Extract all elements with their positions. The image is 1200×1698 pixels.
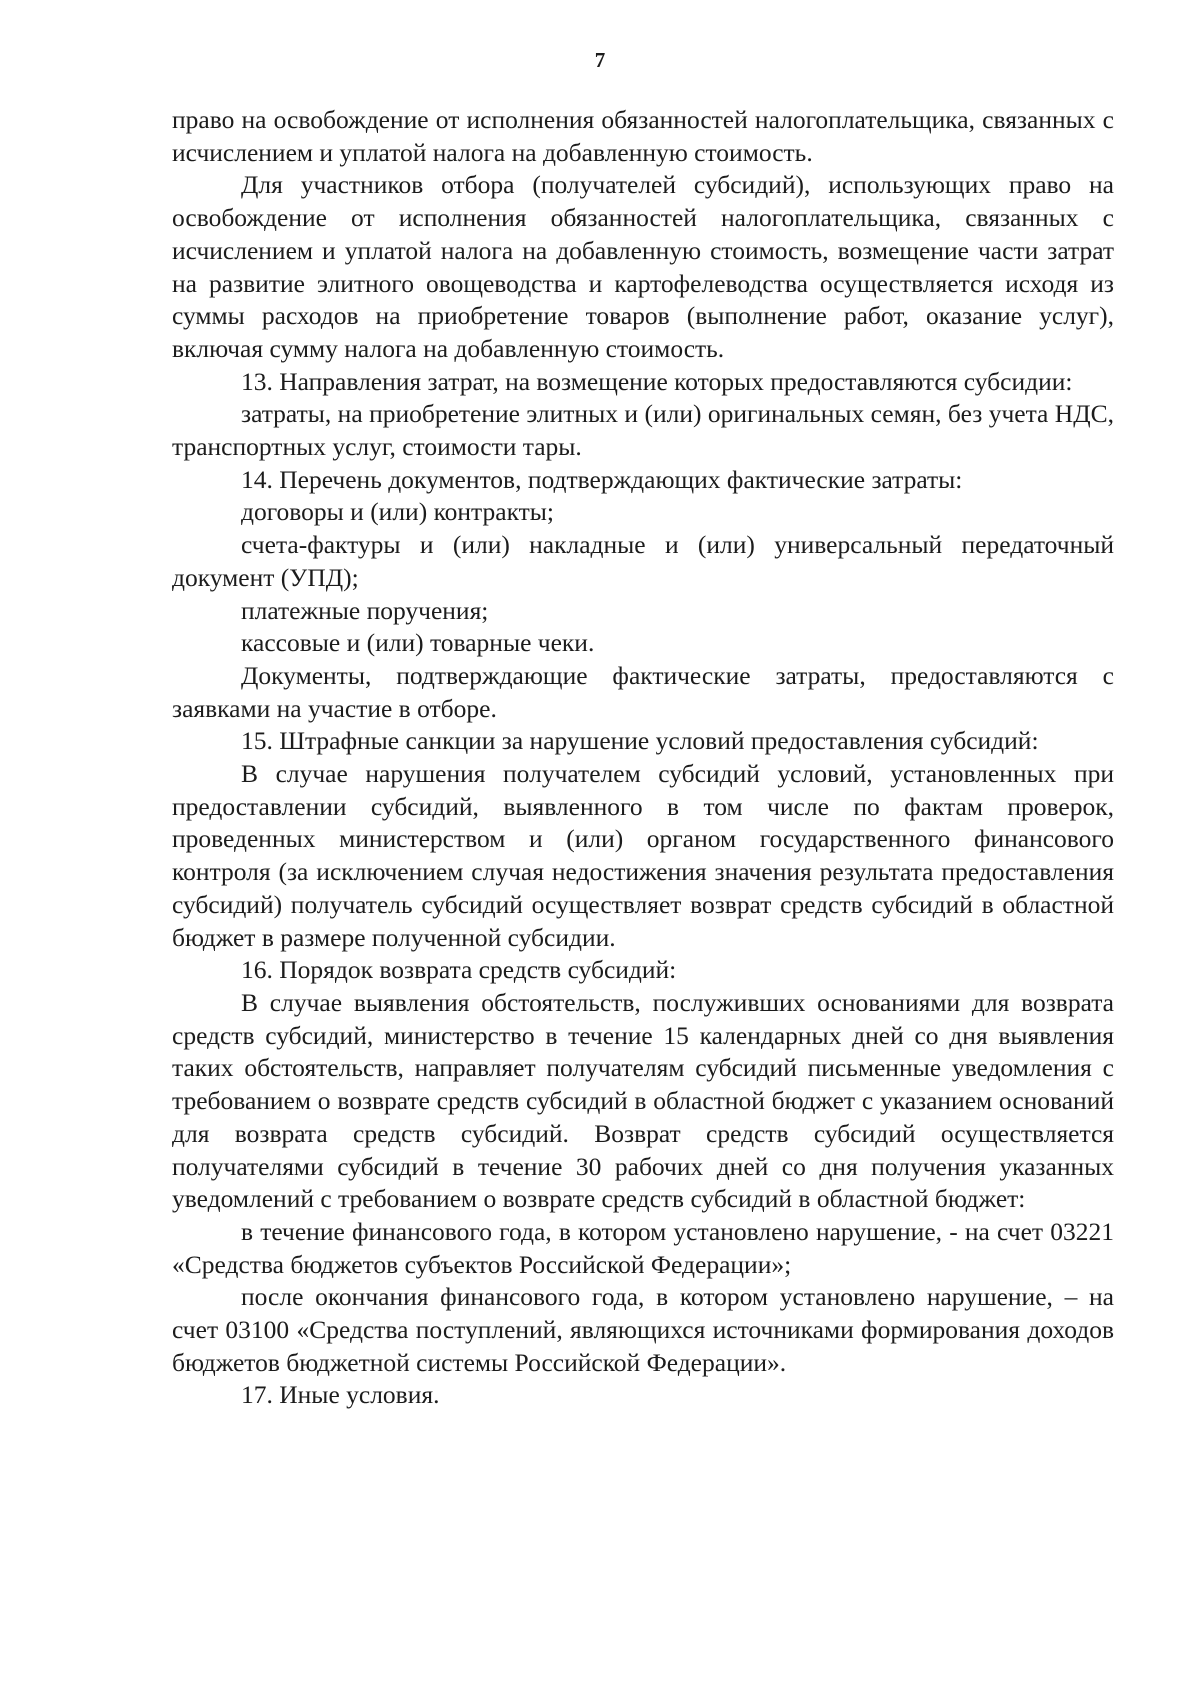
page-number: 7 <box>594 48 606 72</box>
paragraph-1: право на освобождение от исполнения обязанностей налогоплательщика, связанных с исчислением и уплатой налога на добавленную стоимость. <box>172 105 1114 167</box>
paragraph-10: Документы, подтверждающие фактические затраты, предоставляются с заявками на участие в отборе. <box>172 660 1114 723</box>
paragraph-2: Для участников отбора (получателей субсидий), использующих право на освобождение от исполнения обязанностей налогоплательщика, связанных с исчислением и уплатой налога на добавленную стоимость, возмещение части затрат на развитие элитного овощеводства и картофелеводства осуществляется исходя из суммы расходов на приобретение товаров (выполнение работ, оказание услуг), включая сумму налога на добавленную стоимость. <box>172 170 1114 363</box>
paragraph-8: платежные поручения; <box>241 595 489 625</box>
document-body <box>172 104 1114 1412</box>
paragraph-12: В случае нарушения получателем субсидий условий, установленных при предоставлении субсидий, выявленного в том числе по фактам проверок, проведенных министерством и (или) органом государственного финансового контроля (за исключением случая недостижения значения результата предоставления субсидий) получатель субсидий осуществляет возврат средств субсидий в областной бюджет в размере полученной субсидии. <box>172 759 1114 952</box>
paragraph-16: после окончания финансового года, в котором установлено нарушение, – на счет 03100 «Средства поступлений, являющихся источниками формирования доходов бюджетов бюджетной системы Российской Федерации». <box>172 1282 1114 1377</box>
paragraph-5: 14. Перечень документов, подтверждающих фактические затраты: <box>241 464 963 494</box>
paragraph-13: 16. Порядок возврата средств субсидий: <box>241 955 677 985</box>
paragraph-6: договоры и (или) контракты; <box>241 497 554 527</box>
paragraph-7: счета-фактуры и (или) накладные и (или) универсальный передаточный документ (УПД); <box>172 530 1114 592</box>
paragraph-9: кассовые и (или) товарные чеки. <box>241 628 595 658</box>
paragraph-14: В случае выявления обстоятельств, послуживших основаниями для возврата средств субсидий, министерство в течение 15 календарных дней со дня выявления таких обстоятельств, направляет получателям субсидий письменные уведомления с требованием о возврате средств субсидий в областной бюджет с указанием оснований для возврата средств субсидий. Возврат средств субсидий осуществляется получателями субсидий в течение 30 рабочих дней со дня получения указанных уведомлений с требованием о возврате средств субсидий в областной бюджет: <box>172 987 1114 1214</box>
paragraph-4: затраты, на приобретение элитных и (или) оригинальных семян, без учета НДС, транспортных услуг, стоимости тары. <box>172 399 1114 462</box>
paragraph-3: 13. Направления затрат, на возмещение которых предоставляются субсидии: <box>241 366 1073 396</box>
paragraph-11: 15. Штрафные санкции за нарушение условий предоставления субсидий: <box>241 726 1039 756</box>
paragraph-15: в течение финансового года, в котором установлено нарушение, - на счет 03221 «Средства бюджетов субъектов Российской Федерации»; <box>172 1216 1114 1279</box>
paragraph-17: 17. Иные условия. <box>241 1380 440 1410</box>
